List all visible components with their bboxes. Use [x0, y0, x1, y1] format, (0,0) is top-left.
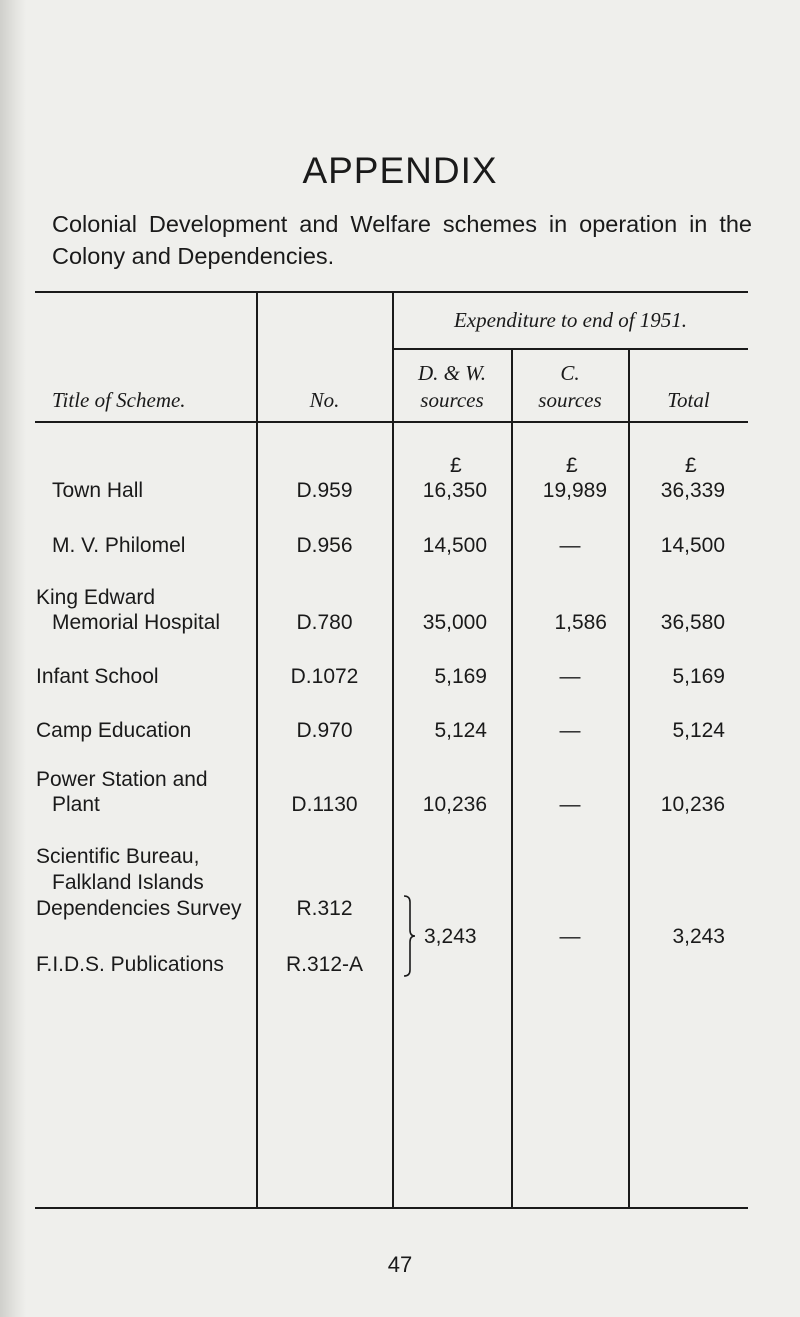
row-title: M. V. Philomel: [52, 534, 186, 557]
row-total: 5,169: [672, 665, 725, 688]
row-title: F.I.D.S. Publications: [36, 953, 224, 976]
row-total: 5,124: [672, 719, 725, 742]
row-title-line2: Memorial Hospital: [52, 611, 221, 634]
row-title-line2: Plant: [52, 793, 100, 816]
right-brace-icon: [402, 894, 416, 978]
column-divider-2: [392, 291, 394, 1209]
row-title: Camp Education: [36, 719, 192, 742]
row-dw: 10,236: [422, 793, 487, 816]
header-c-line2: sources: [538, 388, 602, 412]
row-dw: 5,124: [434, 719, 487, 742]
row-total: 36,339: [660, 479, 725, 502]
row-title-line3: Dependencies Survey: [36, 897, 242, 920]
row-c: 19,989: [542, 479, 607, 502]
header-no: No.: [309, 388, 340, 412]
appendix-title: APPENDIX: [302, 150, 498, 191]
expenditure-group-rule: [393, 348, 748, 350]
row-total: 14,500: [660, 534, 725, 557]
row-title-line1: Scientific Bureau,: [36, 845, 200, 868]
page-number: 47: [387, 1252, 413, 1277]
row-no: D.970: [296, 719, 353, 742]
row-c: —: [559, 534, 581, 557]
expenditure-group-header: Expenditure to end of 1951.: [453, 308, 688, 332]
header-dw-line1: D. & W.: [417, 361, 487, 385]
header-title-of-scheme: Title of Scheme.: [52, 388, 186, 412]
row-title-line2: Falkland Islands: [52, 871, 204, 894]
combined-brace: [402, 894, 416, 978]
row-title-line1: Power Station and: [36, 768, 208, 791]
row-title: Infant School: [36, 665, 159, 688]
row-c: 1,586: [554, 611, 607, 634]
row-no: R.312: [296, 897, 353, 920]
row-no: D.780: [296, 611, 353, 634]
row-c: —: [559, 665, 581, 688]
row-c: —: [559, 719, 581, 742]
currency-symbol-total: £: [685, 454, 697, 477]
row-no: D.1072: [290, 665, 359, 688]
row-no: R.312-A: [285, 953, 364, 976]
row-dw: 16,350: [422, 479, 487, 502]
row-total: 36,580: [660, 611, 725, 634]
header-dw-line2: sources: [420, 388, 484, 412]
row-title-line1: King Edward: [36, 586, 156, 609]
header-c-line1: C.: [560, 361, 580, 385]
intro-paragraph: Colonial Development and Welfare schemes in operation in the Colony and Dependencies.: [52, 211, 752, 269]
currency-symbol-c: £: [566, 454, 578, 477]
currency-symbol-dw: £: [450, 454, 462, 477]
header-total: Total: [667, 388, 710, 412]
combined-dw: 3,243: [424, 925, 477, 948]
page-edge-shadow: [0, 0, 26, 1317]
row-c: —: [559, 793, 581, 816]
row-no: D.956: [296, 534, 353, 557]
row-no: D.1130: [291, 793, 358, 816]
row-dw: 35,000: [422, 611, 487, 634]
row-total: 10,236: [660, 793, 725, 816]
row-no: D.959: [296, 479, 353, 502]
row-dw: 14,500: [422, 534, 487, 557]
row-dw: 5,169: [434, 665, 487, 688]
row-title: Town Hall: [52, 479, 144, 502]
column-divider-1: [256, 291, 258, 1209]
combined-c: —: [559, 925, 581, 948]
combined-total: 3,243: [672, 925, 725, 948]
